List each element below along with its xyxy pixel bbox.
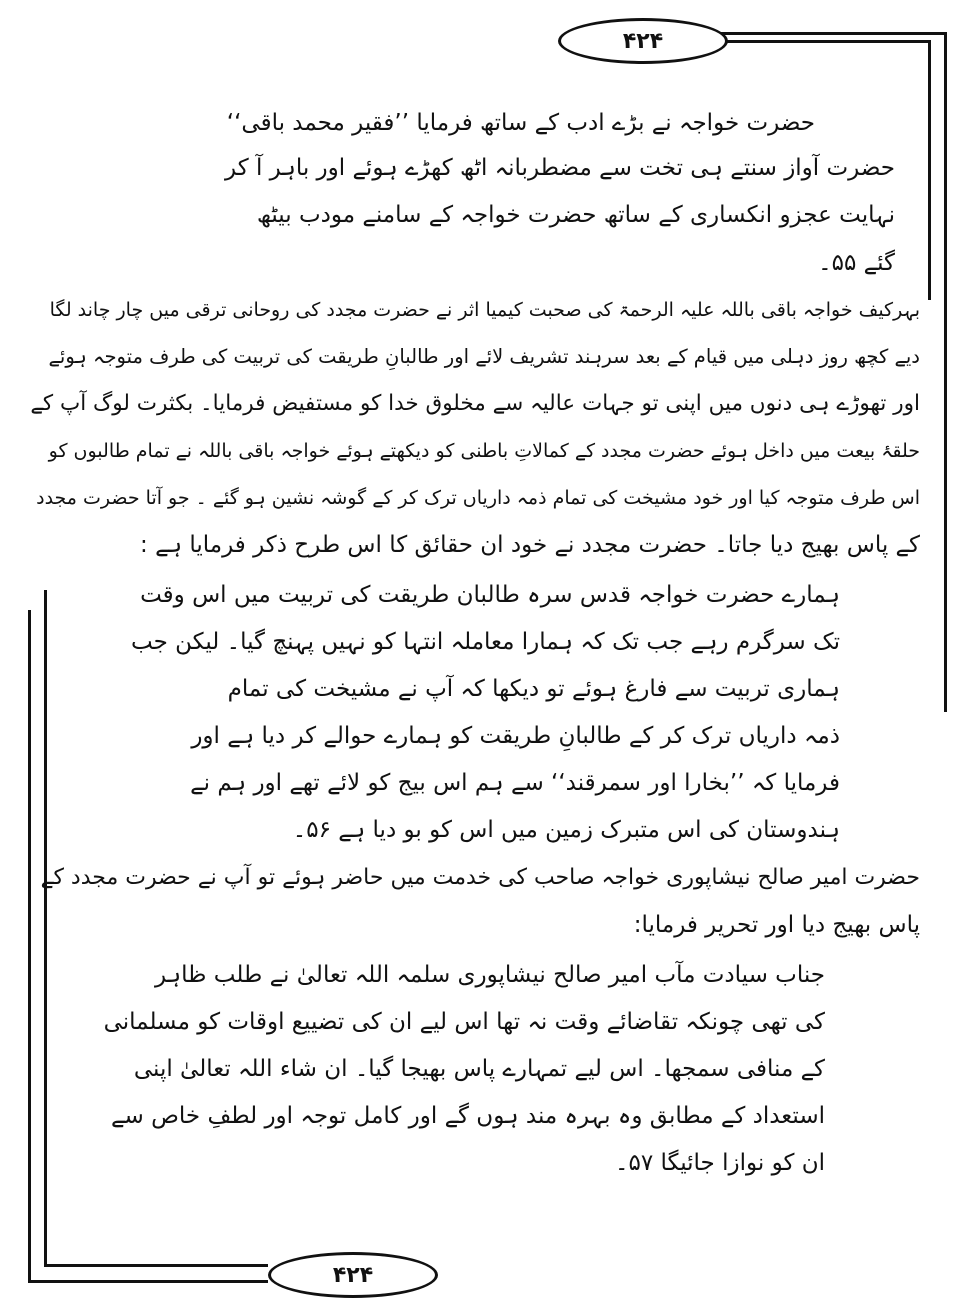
intro-line: حضرت آواز سنتے ہی تخت سے مضطربانہ اٹھ کھڑے ہوئے اور باہر آ کر <box>225 155 895 181</box>
paragraph-line: پاس بھیج دیا اور تحریر فرمایا: <box>633 912 920 938</box>
bottom-frame-line-inner <box>44 1264 268 1267</box>
quotation-line: کے منافی سمجھا۔ اس لیے تمہارے پاس بھیجا گیا۔ ان شاء اللہ تعالیٰ اپنی <box>133 1056 825 1082</box>
paragraph-line: دیے کچھ روز دہلی میں قیام کے بعد سرہند تشریف لائے اور طالبانِ طریقت کی تربیت کی طرف متوجہ ہوئے <box>48 345 920 368</box>
paragraph-line: کے پاس بھیج دیا جاتا۔ حضرت مجدد نے خود ان حقائق کا اس طرح ذکر فرمایا ہے : <box>140 532 920 558</box>
paragraph-line: حضرت امیر صالح نیشاپوری خواجہ صاحب کی خدمت میں حاضر ہوئے تو آپ نے حضرت مجدد کے <box>40 865 920 890</box>
quotation-line: ہمارے حضرت خواجہ قدس سرہ طالبان طریقت کی تربیت میں اس وقت <box>140 582 840 608</box>
quotation-line: کی تھی چونکہ تقاضائے وقت نہ تھا اس لیے ان کی تضییع اوقات کو مسلمانی <box>103 1009 825 1035</box>
right-frame-line-outer <box>944 32 947 712</box>
header-page-number: ۴۲۴ <box>558 18 728 64</box>
paragraph-line: حلقۂ بیعت میں داخل ہوئے حضرت مجدد کے کمالاتِ باطنی کو دیکھتے ہوئے خواجہ باقی باللہ نے تمام طالبوں کو <box>48 440 920 462</box>
quotation-line: ان کو نوازا جائیگا ۵۷۔ <box>614 1150 825 1176</box>
quotation-line: استعداد کے مطابق وہ بہرہ مند ہوں گے اور کامل توجہ اور لطفِ خاص سے <box>111 1103 825 1129</box>
paragraph-line: اور تھوڑے ہی دنوں میں اپنی تو جہات عالیہ سے مخلوق خدا کو مستفیض فرمایا۔ بکثرت لوگ آپ کے <box>30 391 920 416</box>
paragraph-line: بہرکیف خواجہ باقی باللہ علیہ الرحمۃ کی صحبت کیمیا اثر نے حضرت مجدد کی روحانی ترقی میں چار چاند لگا <box>49 299 920 321</box>
quotation-line: فرمایا کہ ’’بخارا اور سمرقند‘‘ سے ہم اس بیج کو لائے تھے اور ہم نے <box>190 770 840 796</box>
paragraph-line: اس طرف متوجہ کیا اور خود مشیخت کی تمام ذمہ داریاں ترک کر کے گوشہ نشین ہو گئے ۔ جو آتا حضرت مجدد <box>36 487 920 509</box>
quotation-line: تک سرگرم رہے جب تک کہ ہمارا معاملہ انتہا کو نہیں پہنچ گیا۔ لیکن جب <box>131 629 840 655</box>
footer-page-number: ۴۲۴ <box>268 1252 438 1298</box>
left-frame-line-outer <box>28 610 31 1282</box>
intro-line: نہایت عجزو انکساری کے ساتھ حضرت خواجہ کے سامنے مودب بیٹھ <box>256 202 895 228</box>
top-frame-line-outer <box>690 32 945 35</box>
quotation-line: جناب سیادت مآب امیر صالح نیشاپوری سلمہ اللہ تعالیٰ نے طلب ظاہر <box>154 962 825 988</box>
intro-line: گئے ۵۵۔ <box>818 250 895 276</box>
intro-line: حضرت خواجہ نے بڑے ادب کے ساتھ فرمایا ’’فقیر محمد باقی‘‘ <box>226 110 815 136</box>
quotation-line: ہماری تربیت سے فارغ ہوئے تو دیکھا کہ آپ نے مشیخت کی تمام <box>227 676 840 702</box>
bottom-frame-line-outer <box>28 1280 268 1283</box>
right-frame-line-inner <box>928 40 931 300</box>
left-frame-line-inner <box>44 590 47 1266</box>
quotation-line: ہندوستان کی اس متبرک زمین میں اس کو بو دیا ہے ۵۶۔ <box>292 817 840 843</box>
quotation-line: ذمہ داریاں ترک کر کے طالبانِ طریقت کو ہمارے حوالے کر دیا ہے اور <box>191 723 840 749</box>
